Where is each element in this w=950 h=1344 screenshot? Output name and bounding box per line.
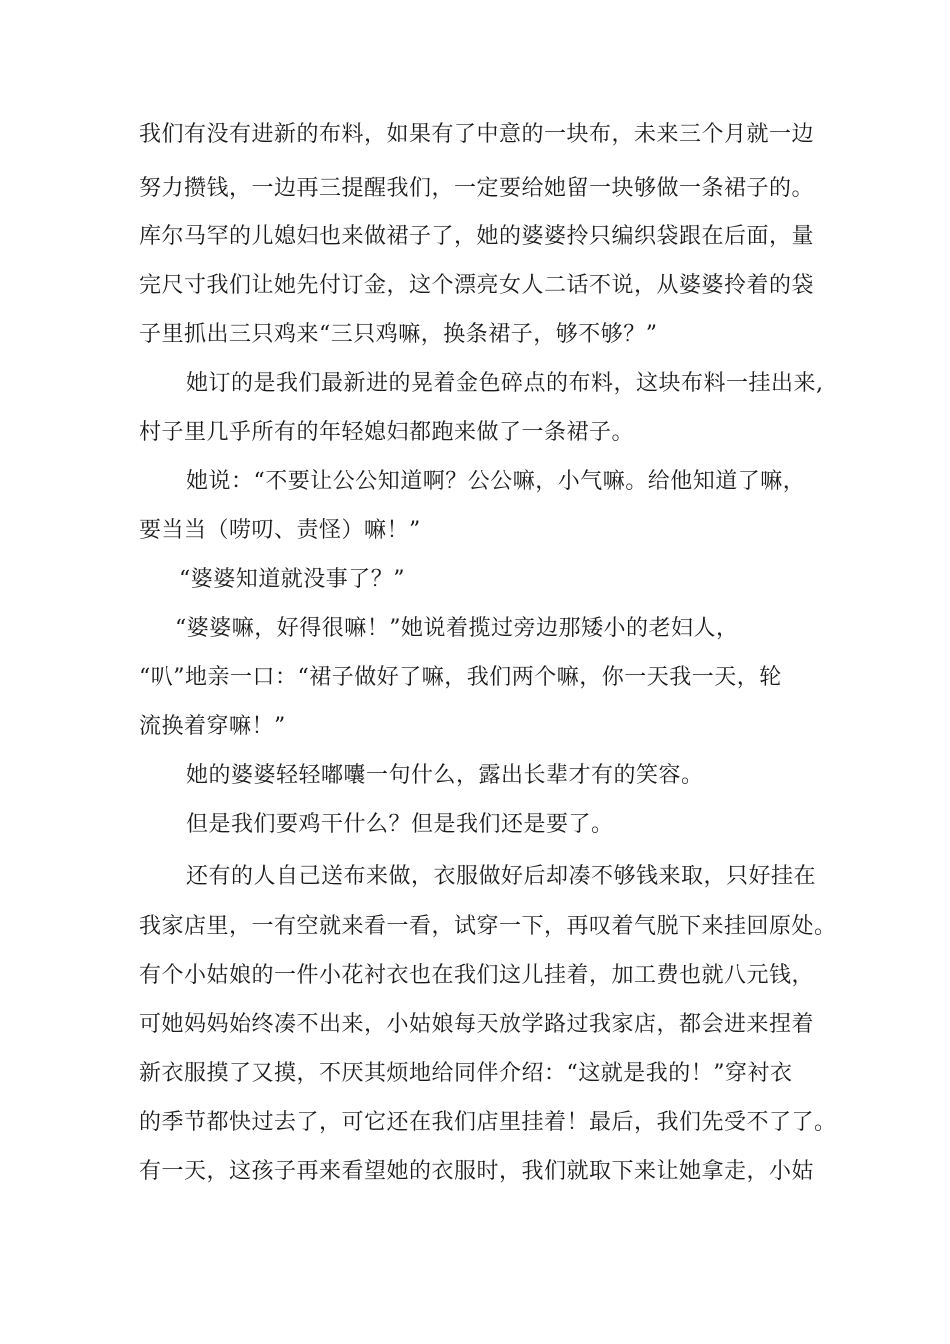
text-line: 我们有没有进新的布料，如果有了中意的一块布，未来三个月就一边 (139, 122, 815, 147)
text-line: 还有的人自己送布来做，衣服做好后却凑不够钱来取，只好挂在 (186, 864, 817, 889)
text-line: 流换着穿嘛！” (139, 714, 286, 739)
text-line: 但是我们要鸡干什么？但是我们还是要了。 (186, 812, 614, 837)
text-line: 她的婆婆轻轻嘟囔一句什么，露出长辈才有的笑容。 (186, 763, 704, 788)
text-line: 她订的是我们最新进的晃着金色碎点的布料，这块布料一挂出来, (186, 371, 824, 396)
text-line: 子里抓出三只鸡来“三只鸡嘛，换条裙子，够不够？” (139, 322, 658, 347)
text-line: 要当当（唠叨、责怪）嘛！” (139, 518, 421, 543)
text-line: 她说：“不要让公公知道啊？公公嘛，小气嘛。给他知道了嘛， (186, 469, 806, 494)
text-line: “婆婆嘛，好得很嘛！”她说着揽过旁边那矮小的老妇人， (175, 616, 739, 641)
text-line: 新衣服摸了又摸，不厌其烦地给同伴介绍：“这就是我的！”穿衬衣 (139, 1061, 793, 1086)
text-line: 有一天，这孩子再来看望她的衣服时，我们就取下来让她拿走，小姑 (139, 1159, 815, 1184)
text-line: 可她妈妈始终凑不出来，小姑娘每天放学路过我家店，都会进来捏着 (139, 1012, 815, 1037)
text-line: 完尺寸我们让她先付订金，这个漂亮女人二话不说，从婆婆拎着的袋 (139, 273, 815, 298)
text-line: 的季节都快过去了，可它还在我们店里挂着！最后，我们先受不了了。 (139, 1110, 837, 1135)
text-line: “婆婆知道就没事了？” (179, 567, 405, 592)
text-line: 努力攒钱，一边再三提醒我们，一定要给她留一块够做一条裙子的。 (139, 176, 815, 201)
text-line: 库尔马罕的儿媳妇也来做裙子了，她的婆婆拎只编织袋跟在后面，量 (139, 224, 815, 249)
text-line: 村子里几乎所有的年轻媳妇都跑来做了一条裙子。 (139, 420, 635, 445)
text-line: “叭”地亲一口：“裙子做好了嘛，我们两个嘛，你一天我一天，轮 (139, 665, 782, 690)
text-line: 有个小姑娘的一件小花衬衣也在我们这儿挂着，加工费也就八元钱， (139, 963, 815, 988)
text-line: 我家店里，一有空就来看一看，试穿一下，再叹着气脱下来挂回原处。 (139, 914, 837, 939)
